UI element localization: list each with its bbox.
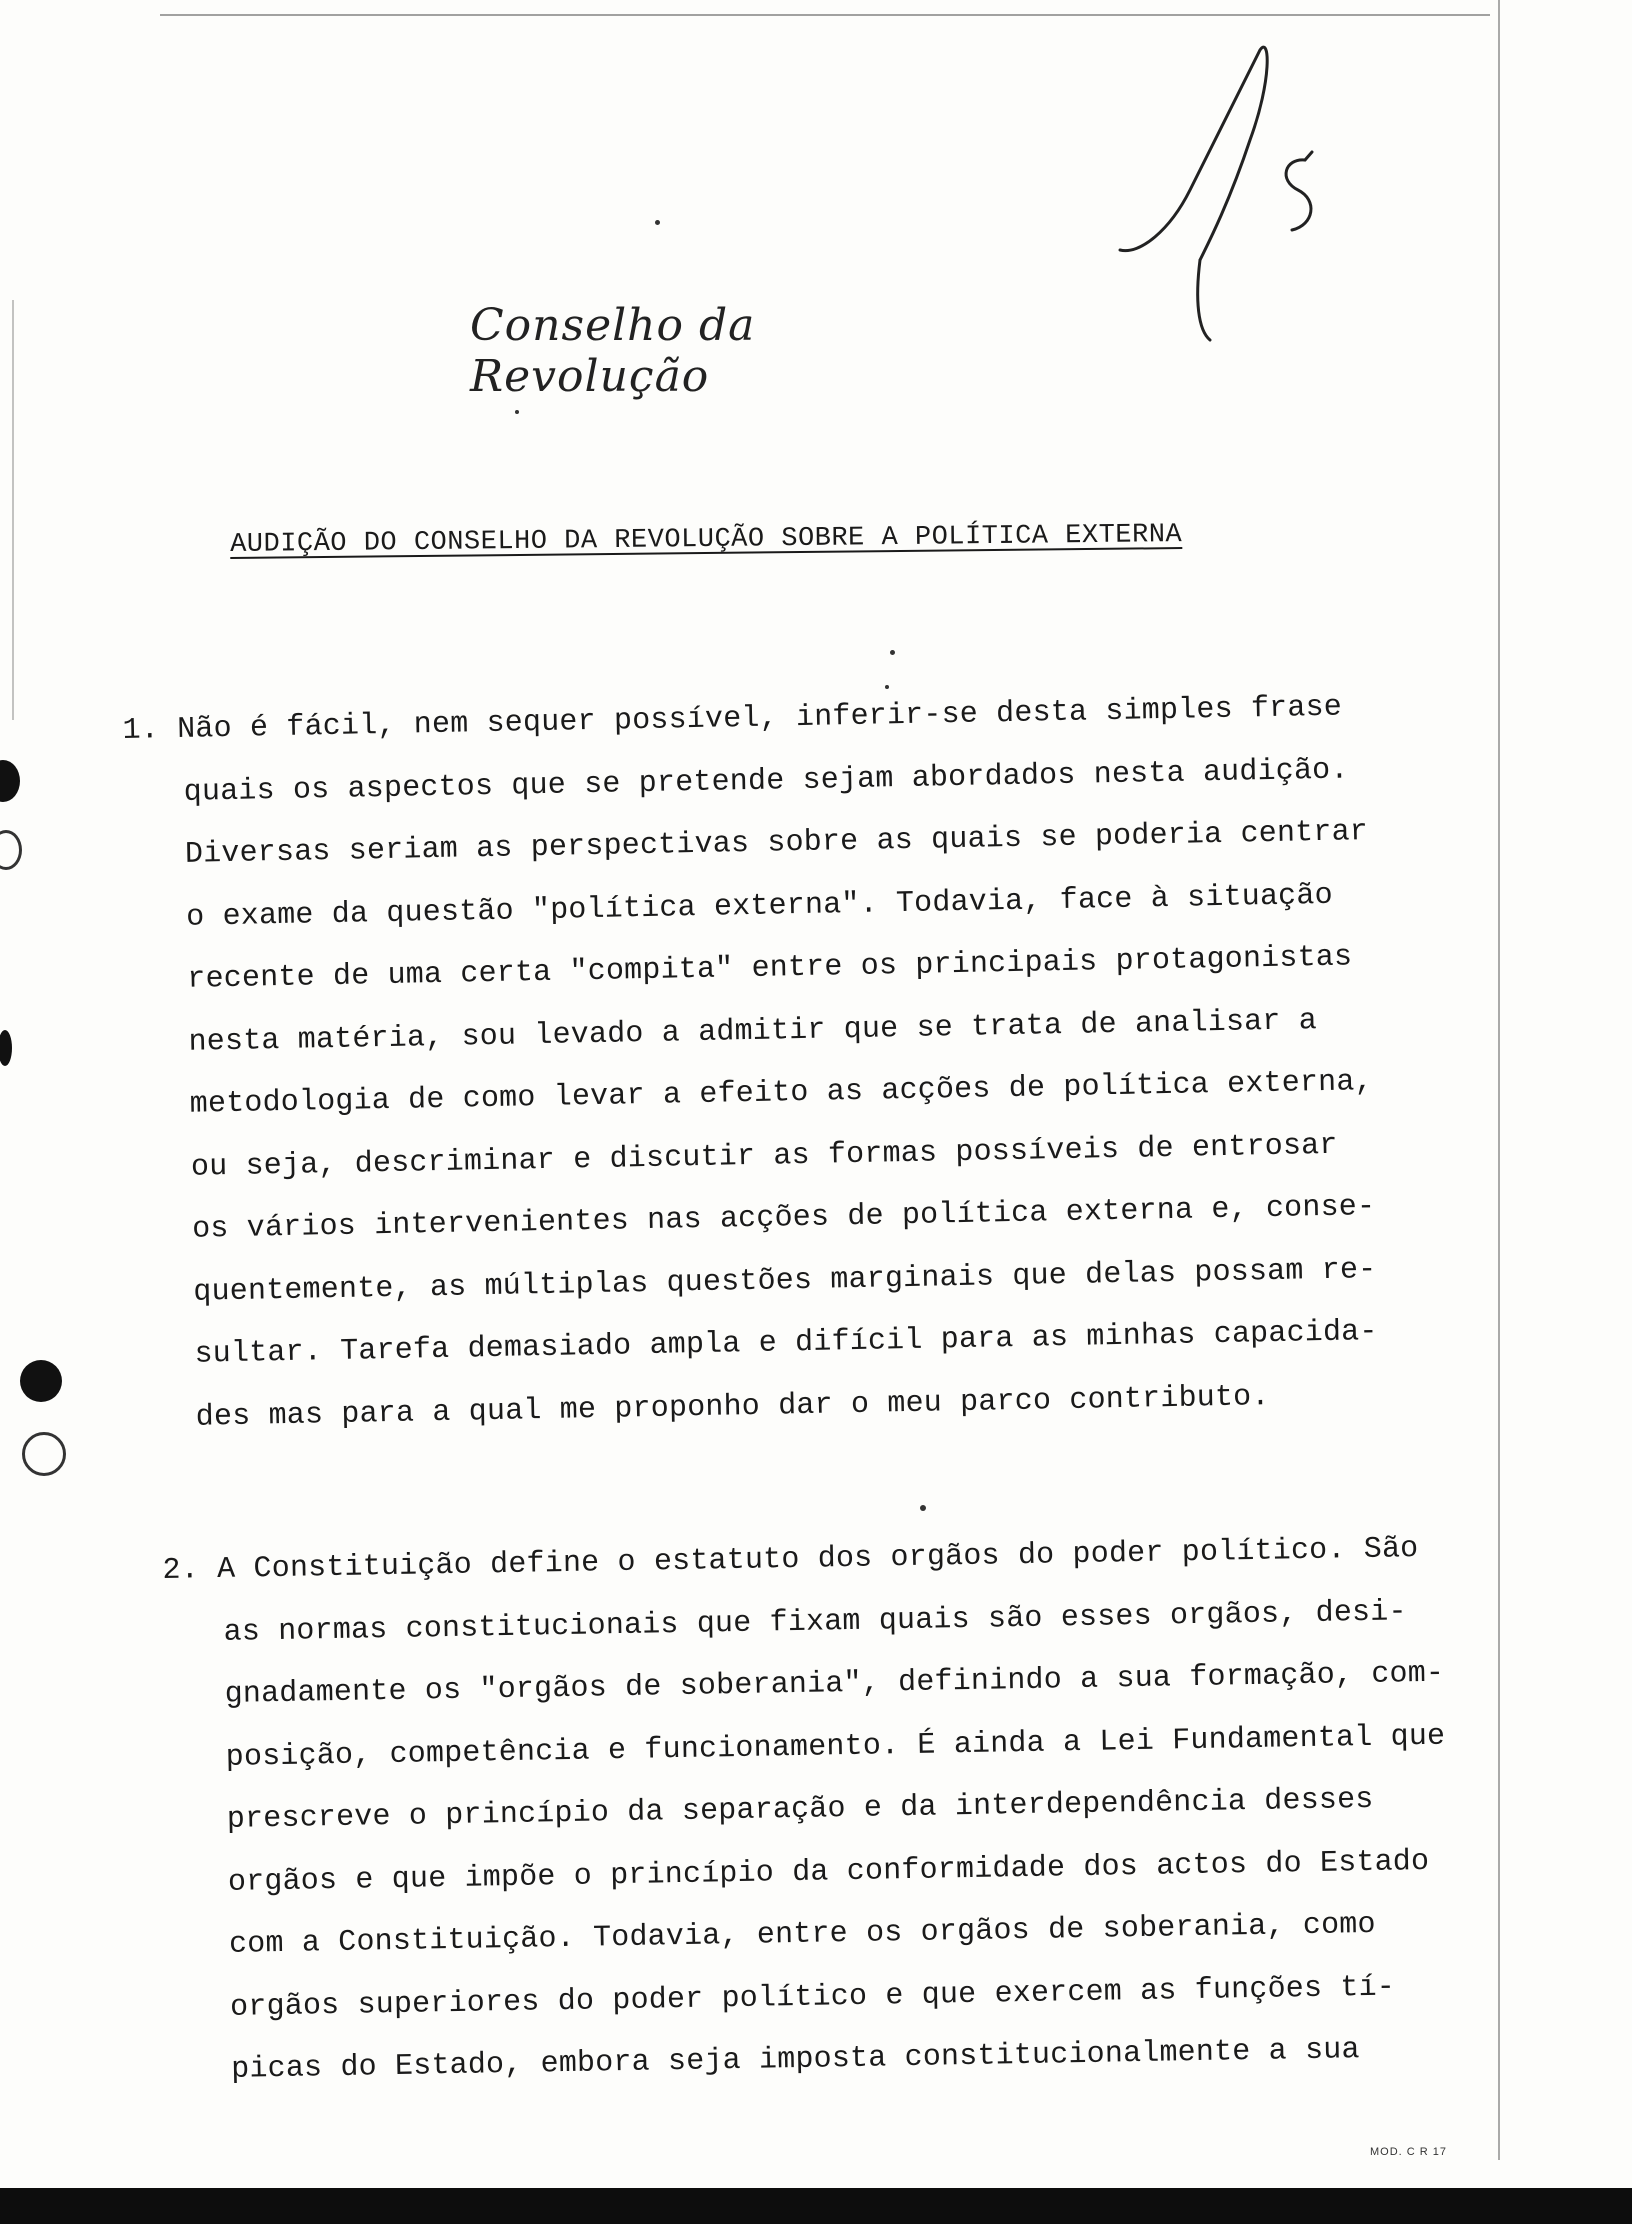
text-line: quais os aspectos que se pretende sejam abordados nesta audição.: [183, 752, 1349, 810]
paragraph-1: [122, 674, 1476, 1450]
text-line: Diversas seriam as perspectivas sobre as quais se poderia centrar: [184, 815, 1369, 872]
punch-hole: [0, 760, 20, 802]
text-line: des mas para a qual me proponho dar o meu parco contributo.: [195, 1379, 1270, 1435]
text-line: 2. A Constituição define o estatuto dos orgãos do poder político. São: [162, 1532, 1419, 1588]
text-line: o exame da questão "política externa". Todavia, face à situação: [185, 878, 1334, 935]
text-line: ou seja, descriminar e discutir as formas possíveis de entrosar: [190, 1128, 1338, 1185]
scan-speck: [885, 685, 889, 689]
punch-hole: [22, 1432, 66, 1476]
text-line: metodologia de como levar a efeito as acções de política externa,: [189, 1065, 1374, 1122]
scan-bottom-edge: [0, 2188, 1632, 2224]
text-line: sultar. Tarefa demasiado ampla e difícil para as minhas capacida-: [194, 1315, 1378, 1372]
paragraph-2: [162, 1517, 1512, 2103]
scan-speck: [920, 1505, 926, 1511]
form-code: MOD. C R 17: [1370, 2146, 1448, 2158]
text-line: 1. Não é fácil, nem sequer possível, inferir-se desta simples frase: [122, 690, 1343, 748]
left-margin-rule: [12, 300, 14, 720]
letterhead: Conselho da Revolução: [470, 300, 756, 402]
top-edge-rule: [160, 14, 1490, 16]
document-title: AUDIÇÃO DO CONSELHO DA REVOLUÇÃO SOBRE A POLÍTICA EXTERNA: [230, 520, 1183, 560]
scan-speck: [515, 410, 519, 414]
text-line: as normas constitucionais que fixam quais são esses orgãos, desi-: [223, 1594, 1407, 1650]
text-line: posição, competência e funcionamento. É ainda a Lei Fundamental que: [225, 1719, 1446, 1775]
scan-speck: [890, 650, 895, 655]
text-line: quentemente, as múltiplas questões marginais que delas possam re-: [193, 1252, 1377, 1310]
punch-hole: [0, 830, 22, 870]
text-line: picas do Estado, embora seja imposta constitucionalmente a sua: [230, 2033, 1360, 2087]
text-line: os vários intervenientes nas acções de política externa e, conse-: [191, 1190, 1376, 1247]
text-line: orgãos e que impõe o princípio da conformidade dos actos do Estado: [227, 1844, 1430, 1900]
text-line: orgãos superiores do poder político e que exercem as funções tí-: [229, 1970, 1396, 2025]
text-line: com a Constituição. Todavia, entre os orgãos de soberania, como: [228, 1907, 1376, 1962]
punch-hole: [0, 1030, 12, 1066]
handwritten-initials: [1100, 40, 1340, 360]
text-line: gnadamente os "orgãos de soberania", definindo a sua formação, com-: [224, 1656, 1445, 1712]
text-line: nesta matéria, sou levado a admitir que se trata de analisar a: [188, 1003, 1318, 1060]
text-line: recente de uma certa "compita" entre os principais protagonistas: [187, 940, 1353, 997]
punch-hole: [20, 1360, 62, 1402]
text-line: prescreve o princípio da separação e da interdependência desses: [226, 1782, 1374, 1837]
scan-speck: [655, 220, 660, 225]
